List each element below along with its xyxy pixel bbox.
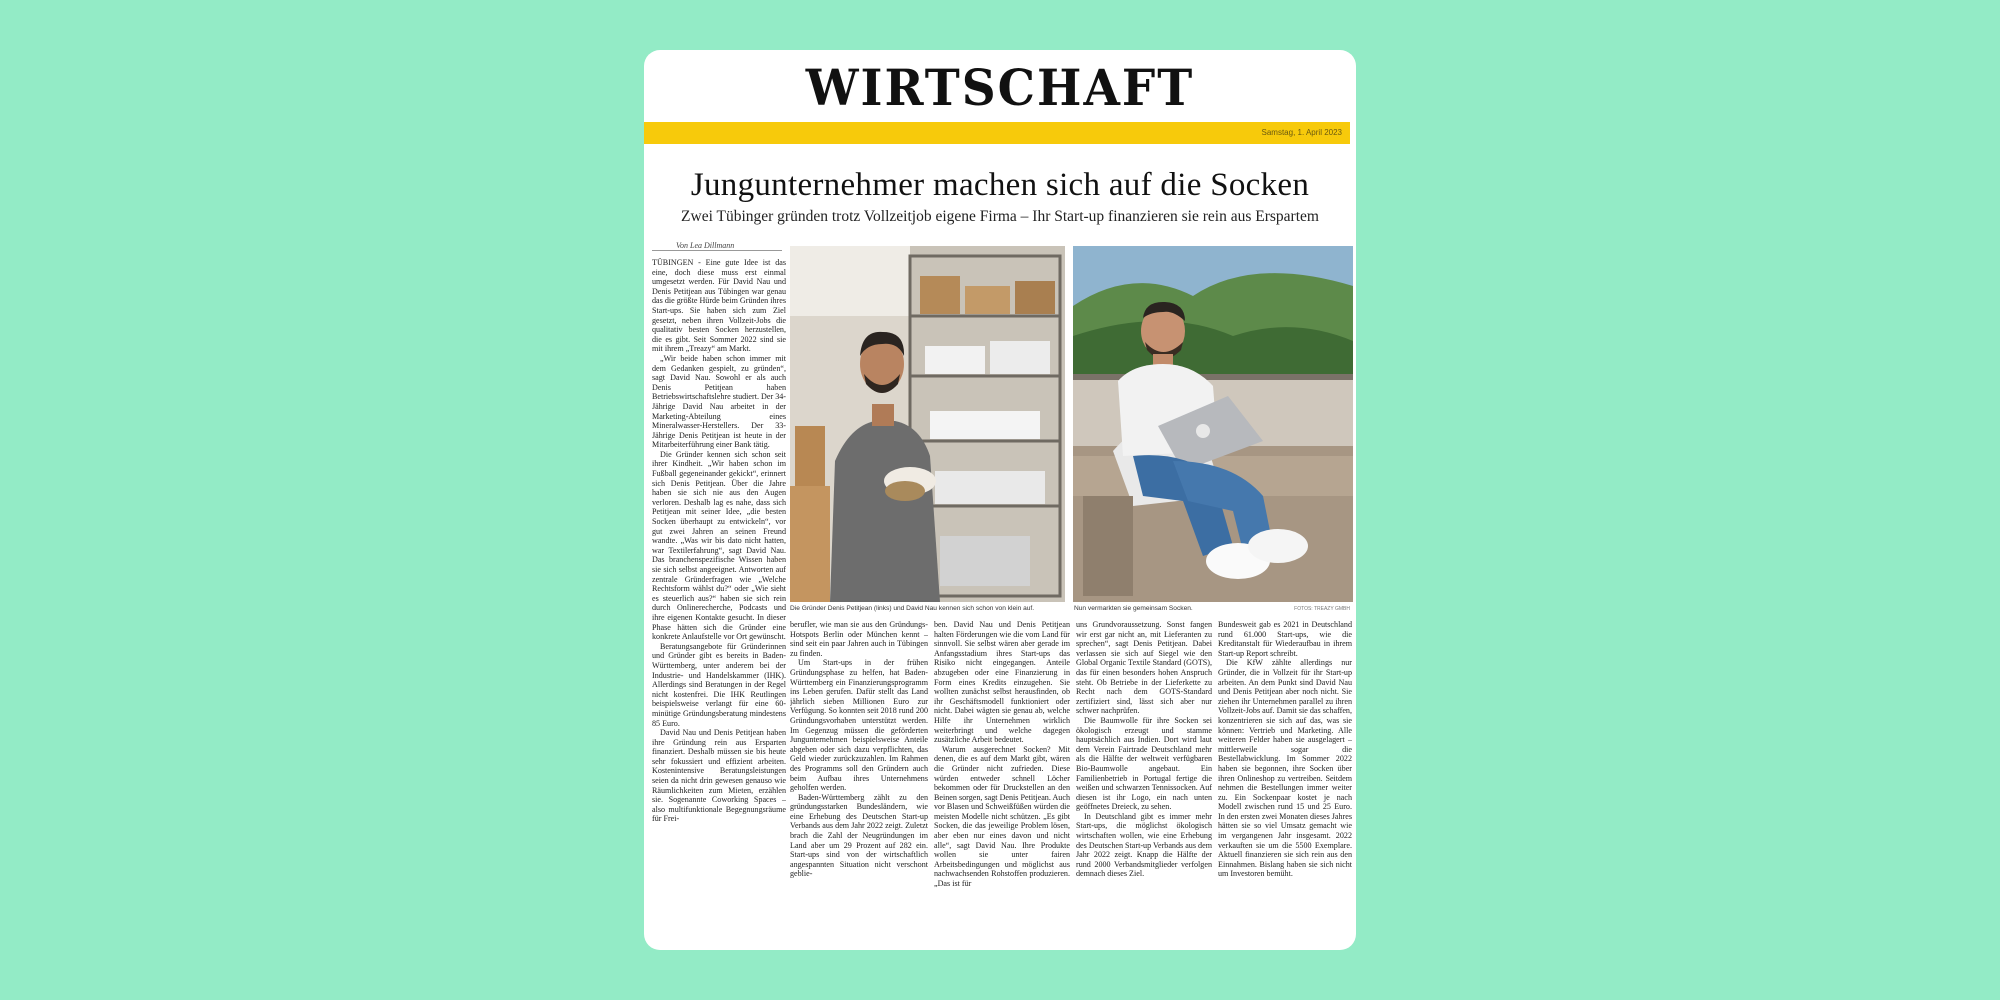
article-headline: Jungunternehmer machen sich auf die Socken <box>690 167 1310 203</box>
text-column-5 <box>1218 620 1352 946</box>
photo-founder-laptop <box>1073 246 1353 602</box>
paragraph: David Nau und Denis Petitjean haben ihre Gründung rein aus Ersparten finanziert. Deshalb müssen sie bis heute sehr fokussiert und effizient arbeiten. Kostenintensive Beratungsleistungen seien da nicht drin gewesen genauso wie Räumlichkeiten zum Mieten, erzählen sie. Sogenannte Coworking Spaces – also multifunktionale Begegnungsräume für Frei- <box>652 728 786 824</box>
photo-founder-warehouse <box>790 246 1065 602</box>
text-column-3 <box>934 620 1070 946</box>
paragraph: berufler, wie man sie aus den Gründungs-Hotspots Berlin oder München kennt – sind seit ein paar Jahren auch in Tübingen zu finden. <box>790 620 928 658</box>
paragraph: Die Gründer kennen sich schon seit ihrer Kindheit. „Wir haben schon im Fußball gegeneinander gekickt“, erinnert sich Denis Petitjean. Über die Jahre haben sie sich nie aus den Augen verloren. Deshalb lag es nahe, dass sich Petitjean mit seiner Idee, „die besten Socken überhaupt zu entwickeln“, vor gut zwei Jahren an seinen Freund wandte. „Was wir bis dato nicht hatten, war Textilerfahrung“, sagt David Nau. Das branchenspezifische Wissen haben sie sich selbst angeeignet. Antworten auf zentrale Gründerfragen wie „Welche Rechtsform wählst du?“ oder „Wie sieht es steuerlich aus?“ haben sie sich rein durch Onlinerecherche, Podcasts und ihre eigenen Kontakte gesucht. In dieser Phase hätten sich die Gründer eine konkrete Anlaufstelle vor Ort gewünscht. <box>652 449 786 642</box>
paragraph: „Wir beide haben schon immer mit dem Gedanken gespielt, zu gründen“, sagt David Nau. Sowohl er als auch Denis Petitjean haben Betriebswirtschaftslehre studiert. Der 34-Jährige David Nau arbeitet in der Marketing-Abteilung eines Mineralwasser-Herstellers. Der 33-Jährige Denis Petitjean ist heute in der Mitarbeiterführung einer Bank tätig. <box>652 353 786 450</box>
paragraph: TÜBINGEN - Eine gute Idee ist das eine, doch diese muss erst einmal umgesetzt werden. Für David Nau und Denis Petitjean aus Tübingen war genau das die größte Hürde beim Gründen ihres Start-ups. Sie haben sich zum Ziel gesetzt, neben ihren Vollzeit-Jobs die qualitativ besten Socken herzustellen, die es gibt. Seit Sommer 2022 sind sie mit ihrem „Treazy“ am Markt. <box>652 258 786 354</box>
issue-date: Samstag, 1. April 2023 <box>1261 128 1342 137</box>
paragraph: uns Grundvoraussetzung. Sonst fangen wir erst gar nicht an, mit Lieferanten zu sprechen“, sagt Denis Petitjean. Dabei verlassen sie sich auf Siegel wie den Global Organic Textile Standard (GOTS), das für einen besonders hohen Anspruch steht. Ob Betriebe in der Lieferkette zu Recht nach dem GOTS-Standard zertifiziert sind, lässt sich aber nur schwer nachprüfen. <box>1076 620 1212 716</box>
warehouse-photo-illustration <box>790 246 1065 602</box>
date-line <box>644 128 1350 142</box>
paragraph: ben. David Nau und Denis Petitjean halten Förderungen wie die vom Land für sinnvoll. Sie selbst wären aber gerade im Anfangsstadium ihres Start-ups das Risiko nicht eingegangen. Anteile abzugeben oder eine Finanzierung in Form eines Kredits einzugehen. Sie wollten zunächst selbst herausfinden, ob ihr Geschäftsmodell funktioniert oder nicht. Dabei wägten sie genau ab, welche Hilfe ihr Unternehmen wirklich weiterbringt und welche dagegen zusätzliche Arbeit bedeutet. <box>934 620 1070 745</box>
paragraph: Um Start-ups in der frühen Gründungsphase zu helfen, hat Baden-Württemberg ein Finanzierungsprogramm ins Leben gerufen. Dafür stellt das Land jährlich sieben Millionen Euro zur Verfügung. So konnten seit 2018 rund 200 Gründungsvorhaben unterstützt werden. Im Gegenzug müssen die geförderten Jungunternehmen beispielsweise Anteile abgeben oder sich dazu verpflichten, das Geld wieder zurückzuzahlen. Im Rahmen des Programms soll den Gründern auch beim Aufbau ihres Unternehmens geholfen werden. <box>790 658 928 793</box>
newspaper-page <box>644 50 1356 950</box>
paragraph: Die Baumwolle für ihre Socken sei ökologisch erzeugt und stamme hauptsächlich aus Indien. Dort wird laut dem Verein Fairtrade Deutschland mehr als die Hälfte der weltweit verfügbaren Bio-Baumwolle angebaut. Ein Familienbetrieb in Portugal fertige die weißen und schwarzen Tennissocken. Auf diesen ist ihr Logo, ein nach unten geöffnetes Dreieck, zu sehen. <box>1076 715 1212 812</box>
paragraph: In Deutschland gibt es immer mehr Start-ups, die möglichst ökologisch wirtschaften wollen, wie eine Erhebung des Deutschen Start-up Verbands aus dem Jahr 2022 zeigt. Knapp die Hälfte der rund 2000 Verbandsmitglieder verfolgen demnach dieses Ziel. <box>1076 811 1212 879</box>
paragraph: Warum ausgerechnet Socken? Mit denen, die es auf dem Markt gibt, wären die Gründer nicht zufrieden. Diese würden entweder schnell Löcher bekommen oder für Druckstellen an den Beinen sorgen, sagt Denis Petitjean. Auch vor Blasen und Schweißfüßen würden die meisten Modelle nicht schützen. „Es gibt Socken, die das jeweilige Problem lösen, aber eben nur eines davon und nicht alle“, sagt David Nau. Ihre Produkte wollen sie unter fairen Arbeitsbedingungen und möglichst aus nachwachsenden Rohstoffen produzieren. „Das ist für <box>934 744 1070 889</box>
text-column-2 <box>790 620 928 946</box>
photo-caption-right: Nun vermarkten sie gemeinsam Socken. <box>1074 605 1193 612</box>
paragraph: Baden-Württemberg zählt zu den gründungsstarken Bundesländern, wie eine Erhebung des Deutschen Start-up Verbands aus dem Jahr 2022 zeigt. Zuletzt brach die Zahl der Neugründungen im Land aber um 29 Prozent auf 282 ein. Start-ups sind von der wirtschaftlich angespannten Situation nicht verschont geblie- <box>790 792 928 879</box>
photo-credit: FOTOS: TREAZY GMBH <box>1294 606 1350 612</box>
text-column-1 <box>652 258 786 946</box>
paragraph: Die KfW zählte allerdings nur Gründer, die in Vollzeit für ihr Start-up arbeiten. An dem Punkt sind David Nau und Denis Petitjean aber noch nicht. Sie ziehen ihr Unternehmen parallel zu ihren Vollzeit-Jobs auf. Damit sie das schaffen, konzentrieren sie sich auf das, was sie können: Vertrieb und Marketing. Alle weiteren Felder haben sie ausgelagert – mittlerweile sogar die Bestellabwicklung. Im Sommer 2022 haben sie begonnen, ihre Socken über ihren Onlineshop zu vertreiben. Seitdem nehmen die Bestellungen immer weiter zu. Ein Sockenpaar kostet je nach Modell zwischen rund 15 und 25 Euro. In den ersten zwei Monaten dieses Jahres hätten sie so viel Umsatz gemacht wie im vergangenen Jahr insgesamt. 2022 verkauften sie um die 5500 Exemplare. Aktuell finanzieren sie sich rein aus den Einnahmen. Bislang haben sie sich nicht um Investoren bemüht. <box>1218 658 1352 879</box>
byline: Von Lea Dillmann <box>676 241 735 250</box>
section-title: WIRTSCHAFT <box>805 59 1195 118</box>
paragraph: Bundesweit gab es 2021 in Deutschland rund 61.000 Start-ups, wie die Kreditanstalt für Wiederaufbau in ihrem Start-up Report schreibt. <box>1218 620 1352 658</box>
article-subheadline: Zwei Tübinger gründen trotz Vollzeitjob eigene Firma – Ihr Start-up finanzieren sie rein aus Erspartem <box>681 208 1319 225</box>
laptop-photo-illustration <box>1073 246 1353 602</box>
text-column-4 <box>1076 620 1212 946</box>
paragraph: Beratungsangebote für Gründerinnen und Gründer gibt es bereits in Baden-Württemberg, unter anderem bei der Industrie- und Handelskammer (IHK). Allerdings sind Beratungen in der Regel nicht kostenfrei. Die IHK Reutlingen beispielsweise verlangt für eine 60-minütige Gründungsberatung mindestens 85 Euro. <box>652 641 786 728</box>
masthead <box>644 50 1356 118</box>
byline-rule <box>652 250 782 251</box>
photo-caption-left: Die Gründer Denis Petitjean (links) und David Nau kennen sich schon von klein auf. <box>790 605 1035 612</box>
